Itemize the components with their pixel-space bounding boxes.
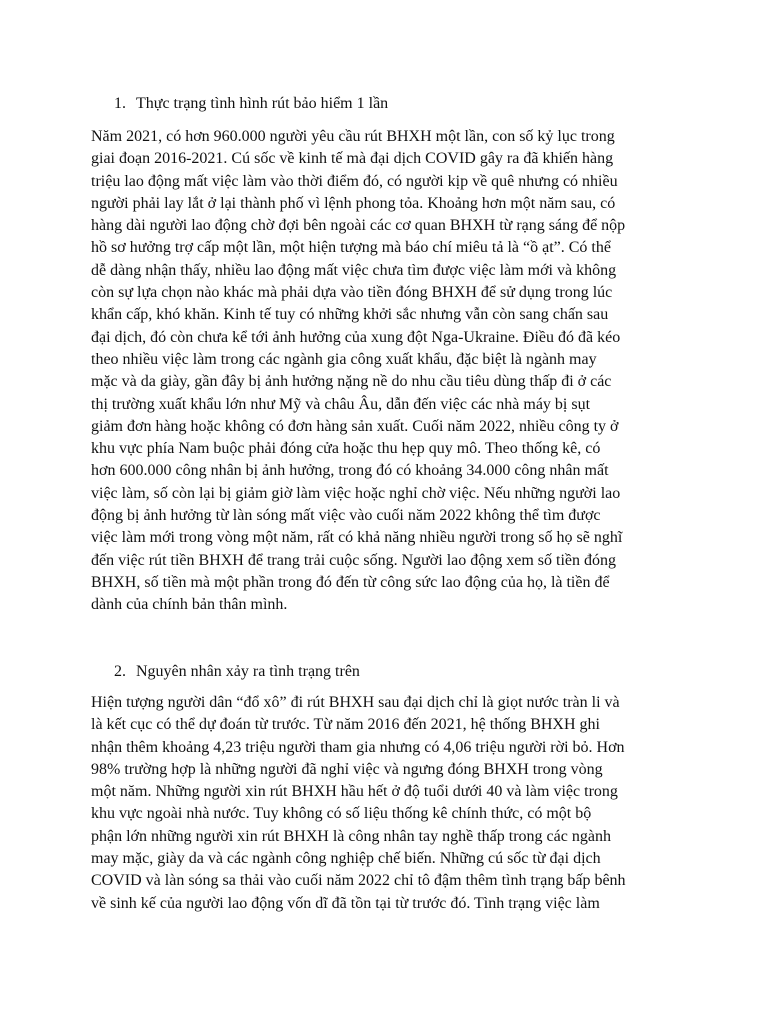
section-1-heading [114,93,388,115]
paragraph-line: khu vực ngoài nhà nước. Tuy không có số liệu thống kê chính thức, có một bộ [91,805,592,823]
paragraph-line: nhận thêm khoảng 4,23 triệu người tham gia nhưng có 4,06 triệu người rời bỏ. Hơn [91,738,625,756]
paragraph-line: động bị ảnh hưởng từ làn sóng mất việc vào cuối năm 2022 không thể tìm được [91,507,601,525]
paragraph-line: 98% trường hợp là những người đã nghỉ việc và ngưng đóng BHXH trong vòng [91,760,603,778]
paragraph-line: COVID và làn sóng sa thải vào cuối năm 2022 chỉ tô đậm thêm tình trạng bấp bênh [91,872,626,890]
paragraph-line: triệu lao động mất việc làm vào thời điểm đó, có người kịp về quê nhưng có nhiều [91,172,618,190]
paragraph-line: là kết cục có thể dự đoán từ trước. Từ năm 2016 đến 2021, hệ thống BHXH ghi [91,716,600,734]
paragraph-line: phận lớn những người xin rút BHXH là công nhân tay nghề thấp trong các ngành [91,827,611,845]
paragraph-line: một năm. Những người xin rút BHXH hầu hết ở độ tuổi dưới 40 và làm việc trong [91,783,618,801]
paragraph-line: việc làm mới trong vòng một năm, rất có khả năng nhiều người trong số họ sẽ nghĩ [91,529,623,547]
section-1-number: 1. [114,95,126,112]
paragraph-line: người phải lay lắt ở lại thành phố vì lệnh phong tỏa. Khoảng hơn một năm sau, có [91,194,616,212]
paragraph-line: giai đoạn 2016-2021. Cú sốc về kinh tế mà đại dịch COVID gây ra đã khiến hàng [91,150,614,168]
paragraph-line: BHXH, số tiền mà một phần trong đó đến từ công sức lao động của họ, là tiền để [91,573,610,591]
section-2-heading [114,661,360,683]
paragraph-line: Năm 2021, có hơn 960.000 người yêu cầu rút BHXH một lần, con số kỷ lục trong [91,128,615,145]
paragraph-line: đại dịch, đó còn chưa kể tới ảnh hưởng của xung đột Nga-Ukraine. Điều đó đã kéo [91,328,621,346]
section-2-paragraph [91,692,691,915]
paragraph-line: may mặc, giày da và các ngành công nghiệp chế biến. Những cú sốc từ đại dịch [91,850,601,868]
paragraph-line: dễ dàng nhận thấy, nhiều lao động mất việc chưa tìm được việc làm mới và không [91,261,617,279]
paragraph-line: hàng dài người lao động chờ đợi bên ngoài các cơ quan BHXH từ rạng sáng để nộp [91,217,626,235]
paragraph-line: Hiện tượng người dân “đổ xô” đi rút BHXH sau đại dịch chỉ là giọt nước tràn li và [91,694,620,711]
paragraph-line: dành của chính bản thân mình. [91,596,288,614]
section-2-title: Nguyên nhân xảy ra tình trạng trên [136,663,360,680]
paragraph-line: về sinh kế của người lao động vốn dĩ đã tồn tại từ trước đó. Tình trạng việc làm [91,894,600,912]
paragraph-line: việc làm, số còn lại bị giảm giờ làm việc hoặc nghỉ chờ việc. Nếu những người lao [91,484,621,502]
paragraph-line: thị trường xuất khẩu lớn như Mỹ và châu Âu, dẫn đến việc các nhà máy bị sụt [91,395,591,413]
paragraph-line: khẩn cấp, khó khăn. Kinh tế tuy có những khởi sắc nhưng vẫn còn sang chấn sau [91,306,609,324]
paragraph-line: hồ sơ hưởng trợ cấp một lần, một hiện tượng mà báo chí miêu tả là “ồ ạt”. Có thể [91,239,611,257]
paragraph-line: đến việc rút tiền BHXH để trang trải cuộc sống. Người lao động xem số tiền đóng [91,551,617,569]
paragraph-line: khu vực phía Nam buộc phải đóng cửa hoặc thu hẹp quy mô. Theo thống kê, có [91,440,601,458]
section-1-title: Thực trạng tình hình rút bảo hiểm 1 lần [136,95,389,112]
paragraph-line: mặc và da giày, gần đây bị ảnh hưởng nặng nề do nhu cầu tiêu dùng thấp đi ở các [91,373,612,391]
section-1-paragraph [91,126,691,617]
paragraph-line: theo nhiều việc làm trong các ngành gia công xuất khẩu, đặc biệt là ngành may [91,350,597,368]
section-2-number: 2. [114,663,126,680]
paragraph-line: hơn 600.000 công nhân bị ảnh hưởng, trong đó có khoảng 34.000 công nhân mất [91,462,609,480]
paragraph-line: còn sự lựa chọn nào khác mà phải dựa vào tiền đóng BHXH để sử dụng trong lúc [91,284,613,302]
paragraph-line: giảm đơn hàng hoặc không có đơn hàng sản xuất. Cuối năm 2022, nhiều công ty ở [91,417,619,435]
